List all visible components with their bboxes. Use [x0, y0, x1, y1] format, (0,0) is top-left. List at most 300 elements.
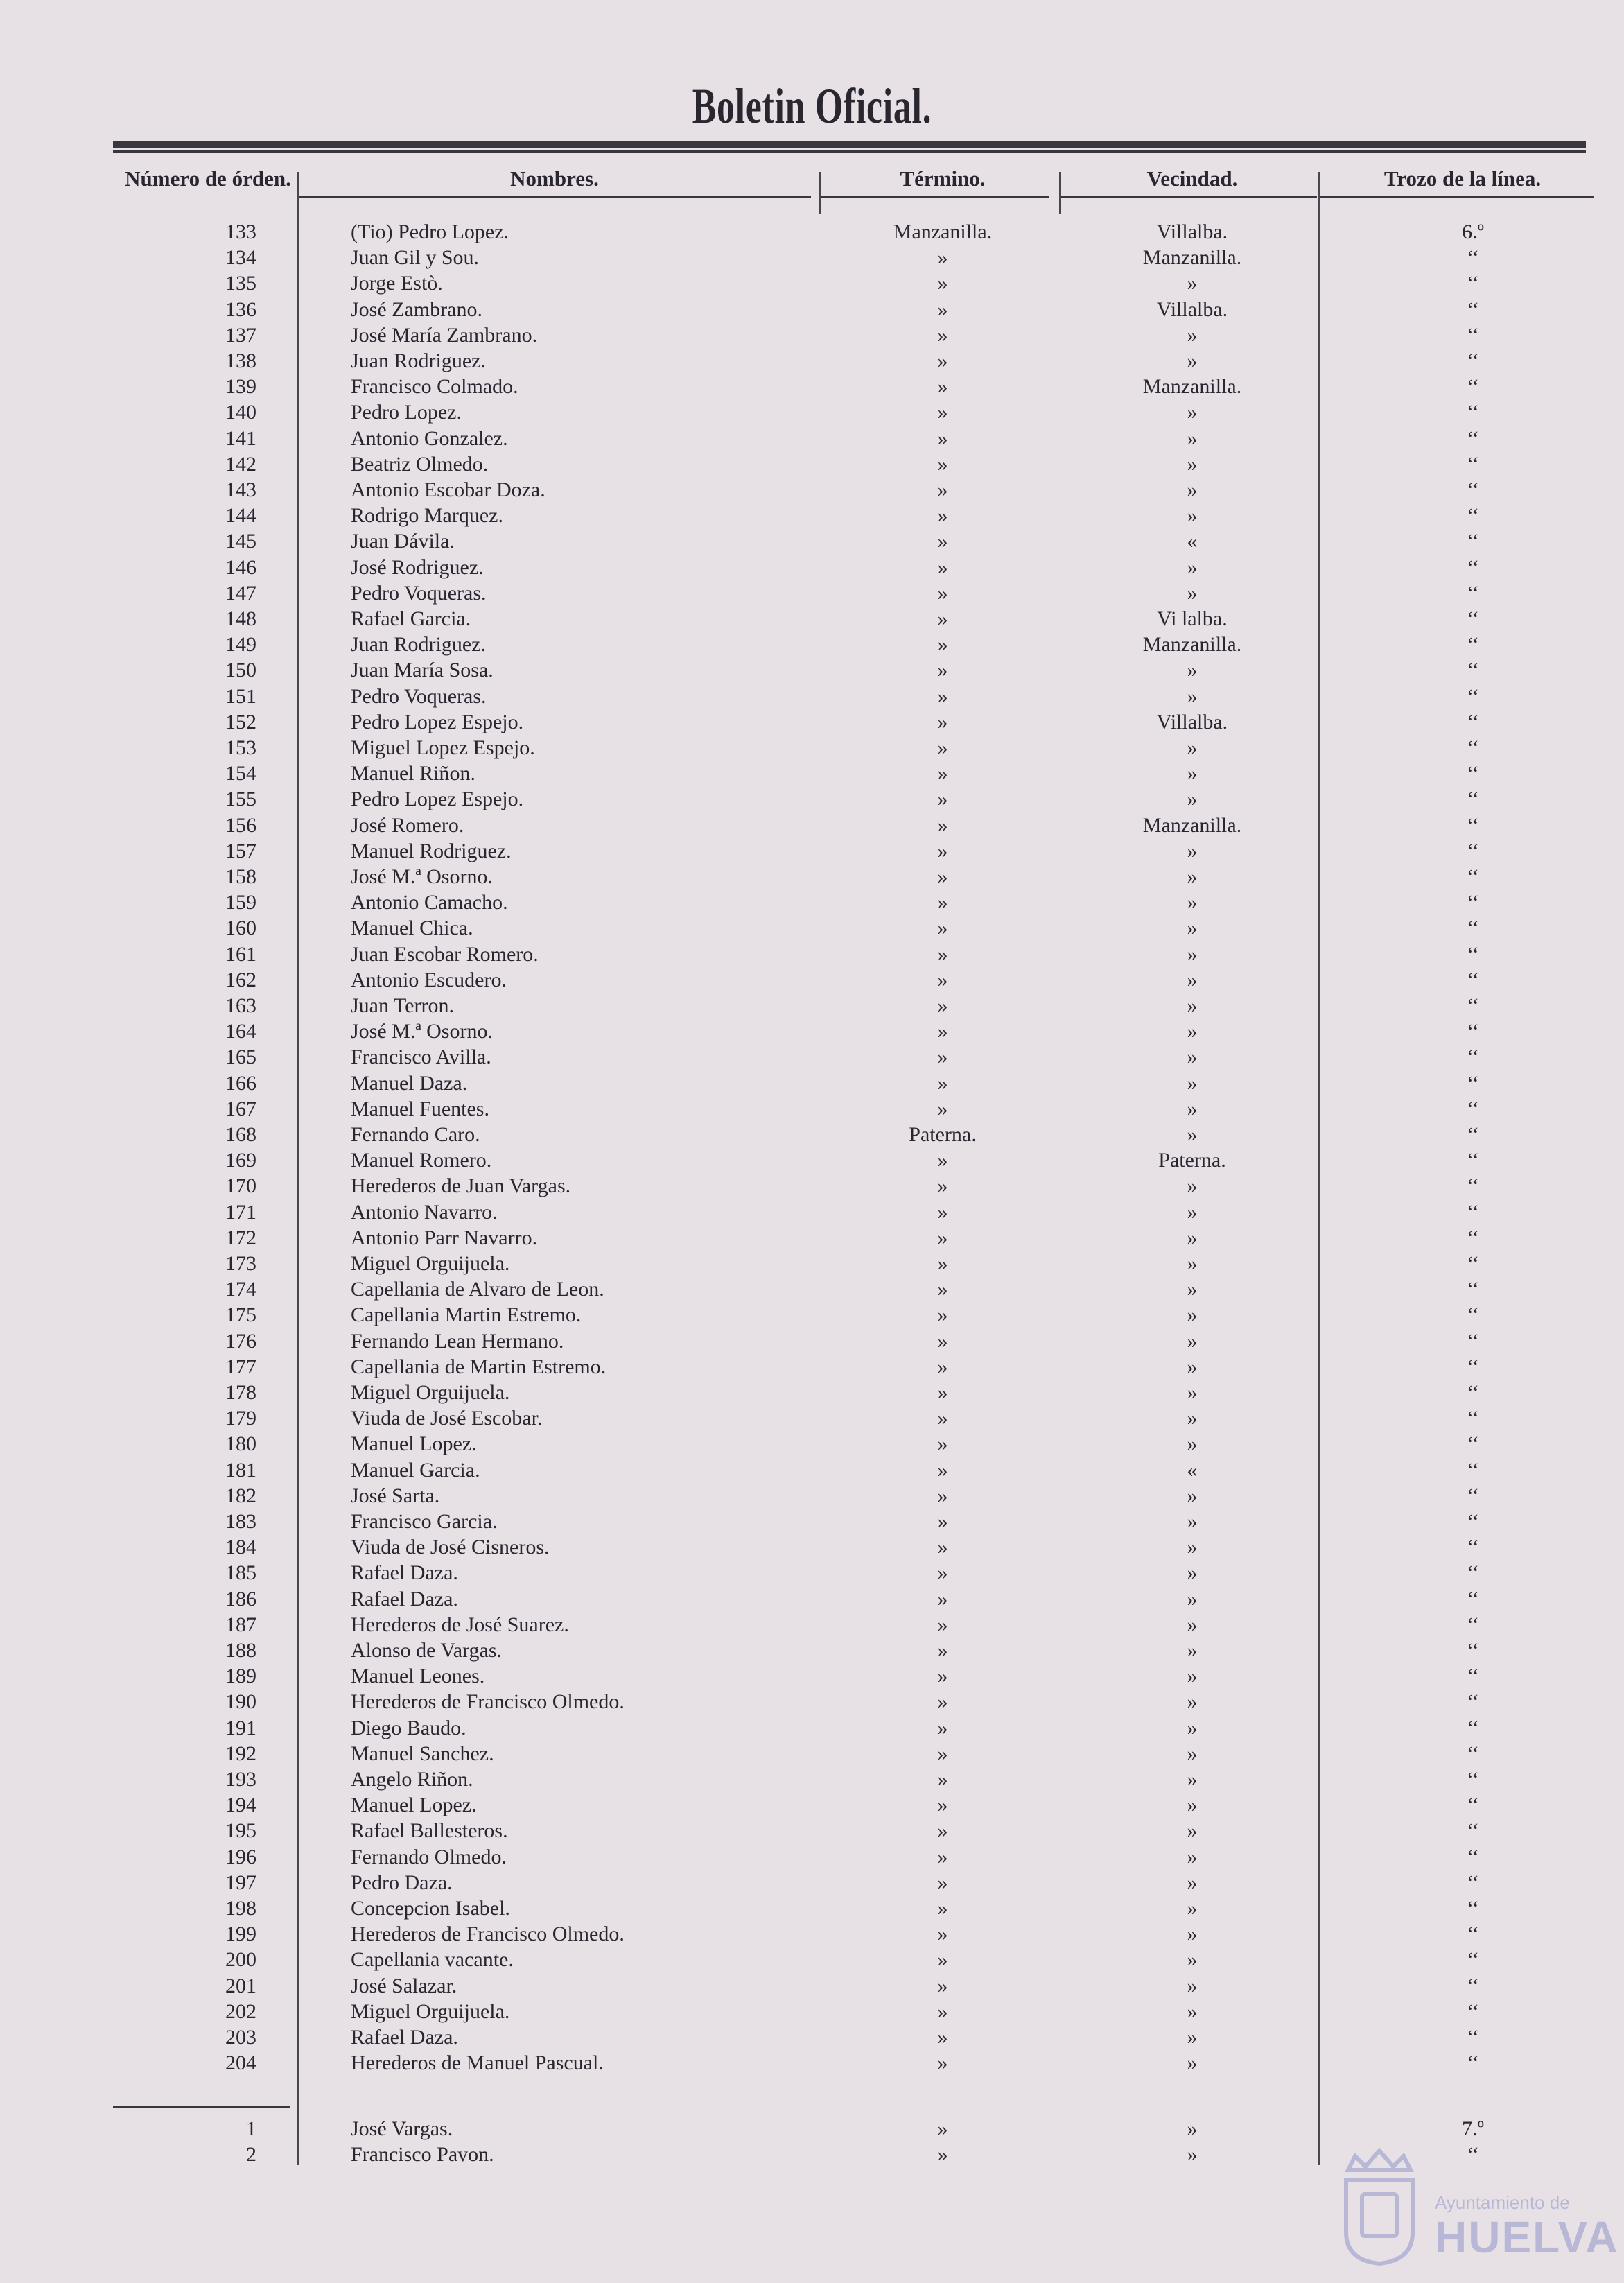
table-row: [0, 736, 1624, 762]
row-trozo: ‘‘: [1467, 1510, 1479, 1533]
row-name: Francisco Avilla.: [351, 1045, 491, 1069]
row-name: Capellania vacante.: [351, 1948, 514, 1972]
header-rule-thin: [113, 150, 1586, 153]
row-vecindad: »: [1187, 1097, 1198, 1120]
row-termino: »: [937, 272, 948, 295]
row-vecindad: »: [1187, 865, 1198, 888]
row-vecindad: Villalba.: [1156, 220, 1228, 243]
row-number: 152: [225, 710, 256, 733]
row-trozo: ‘‘: [1467, 452, 1479, 476]
row-vecindad: »: [1187, 1819, 1198, 1843]
row-termino: »: [937, 1432, 948, 1456]
row-number: 200: [225, 1948, 256, 1972]
row-termino: »: [937, 452, 948, 476]
row-trozo: ‘‘: [1467, 1665, 1479, 1688]
row-name: Rafael Ballesteros.: [351, 1819, 508, 1843]
row-trozo: 7.º: [1462, 2117, 1484, 2140]
row-name: Manuel Leones.: [351, 1665, 485, 1688]
row-name: José Romero.: [351, 813, 464, 837]
row-trozo: ‘‘: [1467, 1561, 1479, 1585]
row-number: 157: [225, 839, 256, 862]
row-vecindad: »: [1187, 1948, 1198, 1972]
row-name: Capellania de Alvaro de Leon.: [351, 1278, 604, 1301]
row-number: 189: [225, 1665, 256, 1688]
header-underline: [820, 196, 1049, 198]
table-row: [0, 1819, 1624, 1845]
row-trozo: ‘‘: [1467, 401, 1479, 424]
row-trozo: ‘‘: [1467, 349, 1479, 372]
table-row: [0, 298, 1624, 324]
table-row: [0, 324, 1624, 349]
table-row: [0, 2000, 1624, 2026]
table-row: [0, 1432, 1624, 1458]
header-vecindad: Vecindad.: [1146, 166, 1238, 191]
row-trozo: ‘‘: [1467, 1355, 1479, 1378]
row-termino: »: [937, 1355, 948, 1378]
row-number: 184: [225, 1536, 256, 1559]
row-name: José Salazar.: [351, 1974, 457, 1997]
row-vecindad: «: [1187, 530, 1198, 553]
header-underline: [1060, 196, 1317, 198]
row-trozo: ‘‘: [1467, 272, 1479, 295]
row-termino: »: [937, 762, 948, 785]
row-vecindad: »: [1187, 1484, 1198, 1507]
row-number: 133: [225, 220, 256, 243]
row-number: 173: [225, 1252, 256, 1275]
row-vecindad: »: [1187, 1432, 1198, 1456]
row-name: Manuel Fuentes.: [351, 1097, 489, 1120]
table-row: [0, 375, 1624, 401]
header-underline: [298, 196, 811, 198]
row-name: Fernando Caro.: [351, 1123, 480, 1146]
row-vecindad: »: [1187, 1561, 1198, 1585]
row-termino: »: [937, 1999, 948, 2023]
row-vecindad: »: [1187, 1278, 1198, 1301]
row-number: 143: [225, 478, 256, 501]
row-number: 168: [225, 1123, 256, 1146]
row-name: Herederos de José Suarez.: [351, 1613, 569, 1636]
row-termino: »: [937, 478, 948, 501]
row-name: Herederos de Juan Vargas.: [351, 1174, 571, 1198]
table-row: [0, 1278, 1624, 1303]
row-termino: Manzanilla.: [893, 220, 993, 243]
row-number: 179: [225, 1407, 256, 1430]
row-number: 170: [225, 1174, 256, 1198]
row-number: 177: [225, 1355, 256, 1378]
row-termino: »: [937, 349, 948, 372]
table-row: [0, 1226, 1624, 1252]
row-trozo: ‘‘: [1467, 736, 1479, 759]
table-row: [0, 1123, 1624, 1149]
row-termino: »: [937, 2026, 948, 2049]
row-vecindad: »: [1187, 581, 1198, 605]
table-row: [0, 943, 1624, 969]
row-name: Manuel Lopez.: [351, 1432, 477, 1456]
row-name: José M.ª Osorno.: [351, 865, 493, 888]
row-number: 197: [225, 1870, 256, 1894]
row-termino: »: [937, 813, 948, 837]
row-trozo: ‘‘: [1467, 1149, 1479, 1172]
table-row: [0, 1948, 1624, 1974]
row-trozo: ‘‘: [1467, 1278, 1479, 1301]
row-number: 150: [225, 659, 256, 682]
row-termino: »: [937, 1536, 948, 1559]
row-trozo: ‘‘: [1467, 2051, 1479, 2075]
row-name: Fernando Lean Hermano.: [351, 1329, 564, 1353]
row-name: Manuel Garcia.: [351, 1458, 480, 1482]
row-trozo: ‘‘: [1467, 788, 1479, 811]
row-vecindad: »: [1187, 1587, 1198, 1611]
row-vecindad: »: [1187, 762, 1198, 785]
row-trozo: ‘‘: [1467, 994, 1479, 1017]
row-trozo: ‘‘: [1467, 1123, 1479, 1146]
row-trozo: ‘‘: [1467, 504, 1479, 528]
row-vecindad: »: [1187, 1999, 1198, 2023]
row-name: Herederos de Manuel Pascual.: [351, 2051, 604, 2075]
row-termino: »: [937, 633, 948, 657]
row-trozo: ‘‘: [1467, 1458, 1479, 1482]
row-trozo: ‘‘: [1467, 1174, 1479, 1198]
row-termino: »: [937, 426, 948, 450]
row-number: 176: [225, 1329, 256, 1353]
row-name: Viuda de José Cisneros.: [351, 1536, 550, 1559]
row-trozo: ‘‘: [1467, 1897, 1479, 1920]
table-row: [0, 1974, 1624, 2000]
row-name: Jorge Estò.: [351, 272, 443, 295]
row-trozo: ‘‘: [1467, 1716, 1479, 1739]
table-row: [0, 1665, 1624, 1690]
row-number: 139: [225, 375, 256, 399]
row-termino: »: [937, 2117, 948, 2140]
column-divider: [819, 172, 821, 214]
row-number: 1: [246, 2117, 256, 2140]
row-termino: »: [937, 1020, 948, 1043]
row-trozo: ‘‘: [1467, 1690, 1479, 1714]
row-termino: »: [937, 1613, 948, 1636]
row-name: Manuel Sanchez.: [351, 1742, 494, 1765]
row-termino: »: [937, 994, 948, 1017]
row-number: 138: [225, 349, 256, 372]
row-trozo: ‘‘: [1467, 555, 1479, 579]
row-name: Miguel Lopez Espejo.: [351, 736, 535, 759]
row-number: 2: [246, 2143, 256, 2167]
row-termino: »: [937, 1510, 948, 1533]
row-termino: »: [937, 1561, 948, 1585]
row-trozo: ‘‘: [1467, 942, 1479, 966]
row-name: Francisco Garcia.: [351, 1510, 498, 1533]
row-termino: »: [937, 1381, 948, 1404]
row-termino: »: [937, 246, 948, 270]
row-number: 137: [225, 323, 256, 347]
row-number: 169: [225, 1149, 256, 1172]
row-trozo: ‘‘: [1467, 1999, 1479, 2023]
row-name: Beatriz Olmedo.: [351, 452, 489, 476]
row-termino: »: [937, 710, 948, 733]
row-vecindad: »: [1187, 1174, 1198, 1198]
row-trozo: ‘‘: [1467, 1948, 1479, 1972]
row-vecindad: »: [1187, 1613, 1198, 1636]
row-number: 159: [225, 891, 256, 914]
row-vecindad: »: [1187, 1716, 1198, 1739]
row-vecindad: Vi lalba.: [1157, 607, 1228, 630]
table-row: [0, 1639, 1624, 1665]
table-row: [0, 2026, 1624, 2051]
row-name: Rafael Daza.: [351, 1561, 458, 1585]
row-name: Fernando Olmedo.: [351, 1845, 507, 1868]
row-name: Pedro Voqueras.: [351, 684, 487, 708]
row-termino: »: [937, 1200, 948, 1224]
row-vecindad: »: [1187, 1922, 1198, 1946]
table-row: [0, 1484, 1624, 1510]
row-number: 180: [225, 1432, 256, 1456]
row-name: José M.ª Osorno.: [351, 1020, 493, 1043]
row-number: 153: [225, 736, 256, 759]
row-trozo: ‘‘: [1467, 297, 1479, 321]
table-row: [0, 969, 1624, 994]
row-number: 193: [225, 1768, 256, 1791]
row-vecindad: »: [1187, 1870, 1198, 1894]
row-name: Pedro Lopez Espejo.: [351, 710, 524, 733]
row-number: 182: [225, 1484, 256, 1507]
table-row: [0, 788, 1624, 813]
row-trozo: ‘‘: [1467, 246, 1479, 270]
row-vecindad: »: [1187, 684, 1198, 708]
row-termino: »: [937, 1458, 948, 1482]
row-trozo: ‘‘: [1467, 426, 1479, 450]
table-row: [0, 1072, 1624, 1097]
row-vecindad: »: [1187, 2026, 1198, 2049]
row-termino: »: [937, 1278, 948, 1301]
row-termino: »: [937, 1845, 948, 1868]
row-number: 147: [225, 581, 256, 605]
row-trozo: ‘‘: [1467, 1020, 1479, 1043]
table-row: [0, 1536, 1624, 1561]
row-name: Juan Rodriguez.: [351, 349, 486, 372]
row-vecindad: Paterna.: [1158, 1149, 1226, 1172]
row-termino: »: [937, 1690, 948, 1714]
seal-name: HUELVA: [1435, 2212, 1619, 2262]
table-row: [0, 1510, 1624, 1536]
row-termino: »: [937, 1768, 948, 1791]
row-vecindad: »: [1187, 1329, 1198, 1353]
table-row: [0, 1149, 1624, 1174]
row-number: 142: [225, 452, 256, 476]
row-number: 158: [225, 865, 256, 888]
row-vecindad: »: [1187, 1252, 1198, 1275]
row-number: 166: [225, 1071, 256, 1095]
table-row: [0, 427, 1624, 453]
row-termino: »: [937, 917, 948, 940]
row-number: 171: [225, 1200, 256, 1224]
row-vecindad: »: [1187, 1510, 1198, 1533]
row-termino: »: [937, 1716, 948, 1739]
table-row: [0, 1020, 1624, 1045]
table-row: [0, 1330, 1624, 1355]
row-number: 185: [225, 1561, 256, 1585]
row-trozo: ‘‘: [1467, 1071, 1479, 1095]
table-row: [0, 917, 1624, 942]
row-vecindad: »: [1187, 349, 1198, 372]
row-vecindad: »: [1187, 1071, 1198, 1095]
row-termino: »: [937, 1097, 948, 1120]
row-name: Antonio Camacho.: [351, 891, 508, 914]
row-termino: »: [937, 1974, 948, 1997]
row-name: José María Zambrano.: [351, 323, 538, 347]
row-trozo: ‘‘: [1467, 1922, 1479, 1946]
header-termino: Término.: [900, 166, 986, 191]
row-trozo: ‘‘: [1467, 1794, 1479, 1817]
row-trozo: ‘‘: [1467, 891, 1479, 914]
row-vecindad: »: [1187, 1123, 1198, 1146]
crest-icon: [1338, 2142, 1421, 2267]
row-number: 178: [225, 1381, 256, 1404]
row-vecindad: »: [1187, 1974, 1198, 1997]
row-vecindad: Manzanilla.: [1142, 813, 1242, 837]
table-row: [0, 1381, 1624, 1407]
row-trozo: ‘‘: [1467, 1407, 1479, 1430]
row-vecindad: »: [1187, 1794, 1198, 1817]
row-vecindad: »: [1187, 1897, 1198, 1920]
row-name: Rafael Daza.: [351, 2026, 458, 2049]
row-trozo: ‘‘: [1467, 1613, 1479, 1636]
row-number: 202: [225, 1999, 256, 2023]
row-trozo: ‘‘: [1467, 1097, 1479, 1120]
row-termino: »: [937, 2051, 948, 2075]
row-name: Antonio Escudero.: [351, 968, 507, 991]
row-trozo: ‘‘: [1467, 1536, 1479, 1559]
row-vecindad: »: [1187, 1226, 1198, 1249]
table-row: [0, 1201, 1624, 1226]
row-number: 199: [225, 1922, 256, 1946]
row-vecindad: »: [1187, 452, 1198, 476]
row-vecindad: »: [1187, 555, 1198, 579]
row-termino: »: [937, 1407, 948, 1430]
row-termino: »: [937, 504, 948, 528]
row-name: Miguel Orguijuela.: [351, 1381, 510, 1404]
row-name: Antonio Navarro.: [351, 1200, 498, 1224]
row-termino: »: [937, 1639, 948, 1662]
row-termino: »: [937, 401, 948, 424]
table-row: [0, 1045, 1624, 1071]
row-number: 190: [225, 1690, 256, 1714]
table-row: [0, 865, 1624, 891]
row-vecindad: »: [1187, 1407, 1198, 1430]
column-divider: [1059, 172, 1061, 214]
table-row: [0, 1768, 1624, 1794]
row-trozo: ‘‘: [1467, 1819, 1479, 1843]
row-name: Capellania Martin Estremo.: [351, 1303, 582, 1327]
row-number: 140: [225, 401, 256, 424]
page-title: Boletin Oficial.: [692, 78, 932, 134]
row-trozo: ‘‘: [1467, 659, 1479, 682]
table-row: [0, 711, 1624, 736]
row-name: Manuel Romero.: [351, 1149, 492, 1172]
row-name: Manuel Rodriguez.: [351, 839, 512, 862]
row-termino: »: [937, 1922, 948, 1946]
row-trozo: ‘‘: [1467, 917, 1479, 940]
row-trozo: ‘‘: [1467, 478, 1479, 501]
row-termino: »: [937, 1226, 948, 1249]
table-row: [0, 1690, 1624, 1716]
row-name: Manuel Lopez.: [351, 1794, 477, 1817]
row-termino: »: [937, 865, 948, 888]
table-row: [0, 1794, 1624, 1819]
table-row: [0, 349, 1624, 375]
row-vecindad: »: [1187, 891, 1198, 914]
huelva-seal: [1331, 2142, 1619, 2274]
row-trozo: ‘‘: [1467, 1768, 1479, 1791]
row-vecindad: »: [1187, 504, 1198, 528]
row-trozo: ‘‘: [1467, 1742, 1479, 1765]
row-trozo: ‘‘: [1467, 1484, 1479, 1507]
row-termino: »: [937, 1948, 948, 1972]
table-row: [0, 1871, 1624, 1897]
row-number: 195: [225, 1819, 256, 1843]
row-vecindad: »: [1187, 1690, 1198, 1714]
row-termino: »: [937, 942, 948, 966]
row-vecindad: »: [1187, 1045, 1198, 1069]
row-trozo: ‘‘: [1467, 633, 1479, 657]
row-number: 162: [225, 968, 256, 991]
table-row: [0, 685, 1624, 711]
row-name: José Sarta.: [351, 1484, 440, 1507]
row-name: Juan Gil y Sou.: [351, 246, 480, 270]
table-row: [0, 1097, 1624, 1123]
row-number: 156: [225, 813, 256, 837]
table-row: [0, 1717, 1624, 1742]
row-vecindad: »: [1187, 323, 1198, 347]
row-vecindad: »: [1187, 2143, 1198, 2167]
row-name: (Tio) Pedro Lopez.: [351, 220, 509, 243]
row-vecindad: »: [1187, 1536, 1198, 1559]
row-name: Juan Dávila.: [351, 530, 455, 553]
row-number: 165: [225, 1045, 256, 1069]
table-row: [0, 633, 1624, 659]
row-termino: »: [937, 1870, 948, 1894]
table-row: [0, 1561, 1624, 1587]
table-row: [0, 814, 1624, 840]
row-number: 181: [225, 1458, 256, 1482]
row-name: Antonio Parr Navarro.: [351, 1226, 538, 1249]
row-number: 183: [225, 1510, 256, 1533]
row-termino: »: [937, 1665, 948, 1688]
table-row: [0, 504, 1624, 530]
table-row: [0, 994, 1624, 1020]
row-trozo: 6.º: [1462, 220, 1484, 243]
row-trozo: ‘‘: [1467, 2143, 1479, 2167]
table-row: [0, 2117, 1624, 2143]
row-trozo: ‘‘: [1467, 1303, 1479, 1327]
table-row: [0, 220, 1624, 246]
table-row: [0, 1174, 1624, 1200]
table-row: [0, 556, 1624, 582]
table-row: [0, 582, 1624, 607]
header-underline: [1320, 196, 1594, 198]
row-termino: »: [937, 607, 948, 630]
row-number: 188: [225, 1639, 256, 1662]
row-termino: »: [937, 375, 948, 399]
header-nombres: Nombres.: [510, 166, 599, 191]
row-vecindad: Manzanilla.: [1142, 375, 1242, 399]
row-trozo: ‘‘: [1467, 1252, 1479, 1275]
row-termino: »: [937, 1819, 948, 1843]
row-vecindad: »: [1187, 942, 1198, 966]
row-name: Pedro Lopez.: [351, 401, 462, 424]
row-termino: »: [937, 1897, 948, 1920]
row-name: Juan Rodriguez.: [351, 633, 486, 657]
row-name: Pedro Voqueras.: [351, 581, 487, 605]
row-trozo: ‘‘: [1467, 2026, 1479, 2049]
